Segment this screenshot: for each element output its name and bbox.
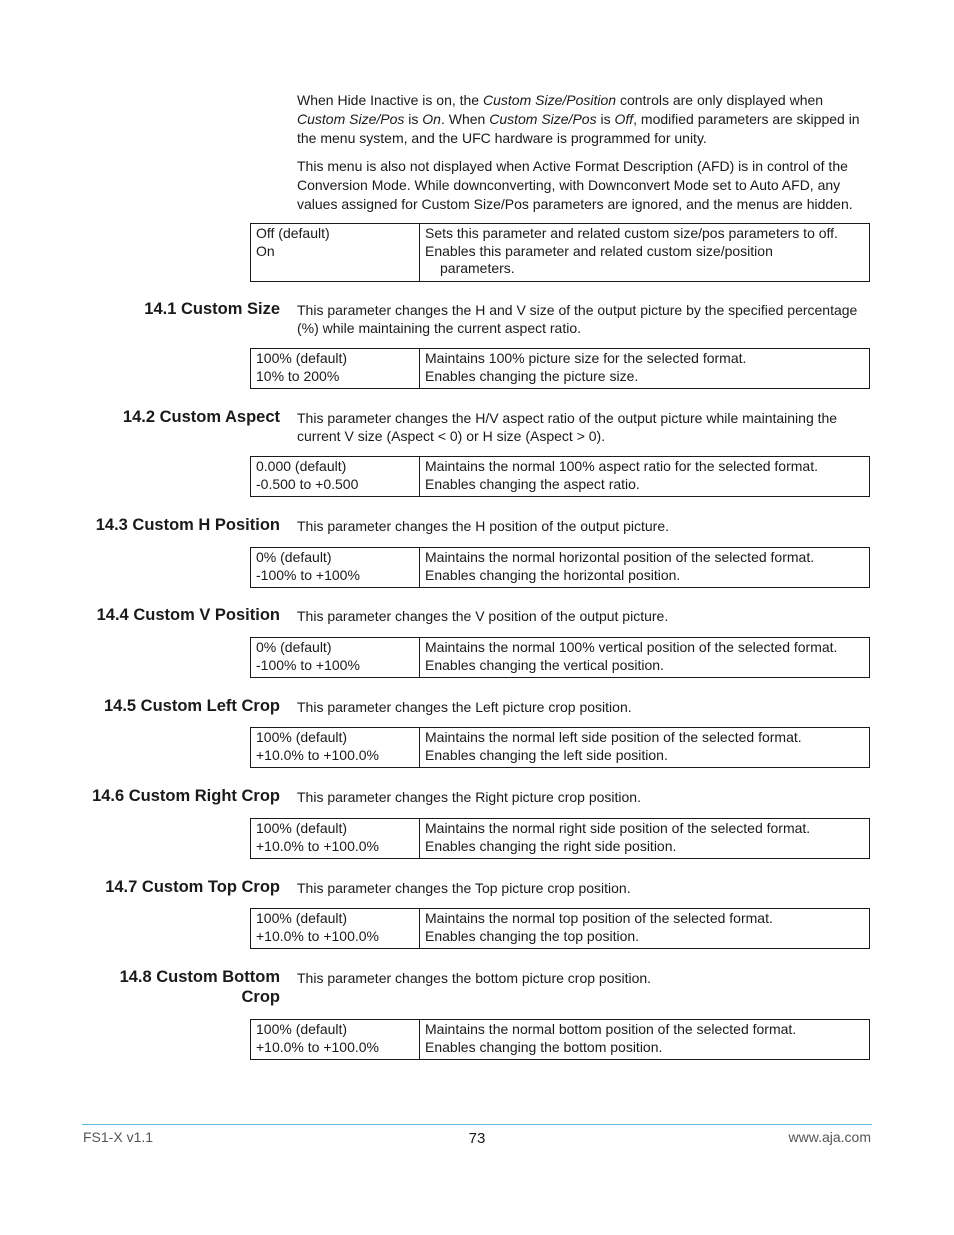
body-text: , modified parameters are skipped in the menu system, and the UFC hardware is programmed for unity. (297, 111, 860, 146)
values-cell (251, 638, 420, 678)
value-range: 10% to 200% (256, 367, 340, 384)
parameter-table (250, 637, 870, 678)
body-text: . When (440, 111, 490, 127)
intro-values-cell (251, 224, 420, 282)
descriptions-cell (420, 548, 870, 588)
emphasis-text: Custom Size/Position (483, 92, 617, 108)
values-cell (251, 1020, 420, 1060)
intro-paragraph-1 (297, 91, 872, 148)
parameter-table (250, 456, 870, 497)
description-range: Enables changing the left side position. (425, 746, 668, 763)
value-range: -100% to +100% (256, 656, 360, 673)
section-description: This parameter changes the H position of the output picture. (297, 518, 669, 534)
section-description: This parameter changes the Top picture crop position. (297, 880, 631, 896)
parameter-table (250, 1019, 870, 1060)
value-default: 0% (default) (256, 549, 332, 565)
description-range: Enables changing the top position. (425, 927, 640, 944)
description-range: Enables changing the vertical position. (425, 656, 664, 673)
values-cell (251, 909, 420, 949)
description-alt: Enables this parameter and related custom size/position (425, 242, 773, 259)
emphasis-text: Off (614, 111, 634, 127)
section-description: This parameter changes the Right picture crop position. (297, 789, 641, 805)
description-default: Maintains the normal 100% vertical position of the selected format. (425, 639, 838, 655)
descriptions-cell (420, 638, 870, 678)
values-cell (251, 457, 420, 497)
section-heading: 14.6 Custom Right Crop (92, 787, 280, 805)
values-cell (251, 728, 420, 768)
description-default: Sets this parameter and related custom size/pos parameters to off. (425, 225, 838, 241)
intro-paragraph-2: This menu is also not displayed when Active Format Description (AFD) is in control of the Conversion Mode. While downconverting, with Downconvert Mode set to Auto AFD, any values assigned for Custom Size/Pos parameters are ignored, and the menus are hidden. (297, 158, 853, 212)
descriptions-cell (420, 349, 870, 389)
description-range: Enables changing the bottom position. (425, 1038, 663, 1055)
descriptions-cell (420, 457, 870, 497)
value-default: 0.000 (default) (256, 458, 347, 474)
descriptions-cell (420, 728, 870, 768)
section-description: This parameter changes the bottom picture crop position. (297, 970, 652, 986)
value-default: 0% (default) (256, 639, 332, 655)
value-range: +10.0% to +100.0% (256, 927, 379, 944)
section-heading: 14.4 Custom V Position (96, 606, 280, 624)
value-default: 100% (default) (256, 910, 348, 926)
footer-document-version: FS1-X v1.1 (83, 1129, 154, 1145)
section-heading: 14.8 Custom Bottom Crop (119, 968, 280, 1006)
value-default: 100% (default) (256, 729, 348, 745)
section-description: This parameter changes the V position of the output picture. (297, 608, 669, 624)
body-text: is (404, 111, 423, 127)
emphasis-text: Custom Size/Pos (489, 111, 597, 127)
values-cell (251, 819, 420, 859)
body-text: When Hide Inactive is on, the (297, 92, 483, 108)
body-text: controls are only displayed when (616, 92, 824, 108)
description-default: Maintains the normal right side position of the selected format. (425, 820, 811, 836)
descriptions-cell (420, 909, 870, 949)
section-heading: 14.7 Custom Top Crop (105, 878, 280, 896)
description-range: Enables changing the right side position. (425, 837, 677, 854)
description-default: Maintains the normal top position of the selected format. (425, 910, 773, 926)
section-description: This parameter changes the Left picture crop position. (297, 699, 632, 715)
description-default: Maintains the normal bottom position of the selected format. (425, 1021, 797, 1037)
value-range: +10.0% to +100.0% (256, 1038, 379, 1055)
value-range: -100% to +100% (256, 566, 360, 583)
value-default: 100% (default) (256, 350, 348, 366)
descriptions-cell (420, 1020, 870, 1060)
footer-divider (82, 1124, 872, 1125)
footer-page-number: 73 (468, 1130, 486, 1147)
parameter-table (250, 348, 870, 389)
section-heading: 14.5 Custom Left Crop (103, 697, 280, 715)
body-text: is (596, 111, 615, 127)
value-default: 100% (default) (256, 820, 348, 836)
value-alt: On (256, 242, 275, 259)
description-alt-continued: parameters. (440, 260, 515, 276)
parameter-table (250, 547, 870, 588)
intro-parameter-table (250, 223, 870, 282)
description-range: Enables changing the aspect ratio. (425, 475, 640, 492)
value-default: 100% (default) (256, 1021, 348, 1037)
description-range: Enables changing the picture size. (425, 367, 639, 384)
value-range: +10.0% to +100.0% (256, 746, 379, 763)
parameter-table (250, 818, 870, 859)
value-range: +10.0% to +100.0% (256, 837, 379, 854)
intro-description-cell (420, 224, 870, 282)
description-range: Enables changing the horizontal position. (425, 566, 681, 583)
section-heading: 14.3 Custom H Position (95, 516, 280, 534)
values-cell (251, 349, 420, 389)
values-cell (251, 548, 420, 588)
section-heading: 14.1 Custom Size (144, 300, 280, 318)
footer-url: www.aja.com (788, 1129, 871, 1145)
description-default: Maintains the normal left side position of the selected format. (425, 729, 802, 745)
parameter-table (250, 727, 870, 768)
emphasis-text: Custom Size/Pos (297, 111, 405, 127)
value-range: -0.500 to +0.500 (256, 475, 359, 492)
description-default: Maintains 100% picture size for the selected format. (425, 350, 747, 366)
parameter-table (250, 908, 870, 949)
description-default: Maintains the normal horizontal position of the selected format. (425, 549, 815, 565)
description-default: Maintains the normal 100% aspect ratio for the selected format. (425, 458, 818, 474)
descriptions-cell (420, 819, 870, 859)
emphasis-text: On (422, 111, 441, 127)
section-description: This parameter changes the H/V aspect ratio of the output picture while maintaining the current V size (Aspect < 0) or H size (Aspect > 0). (297, 410, 838, 444)
section-heading: 14.2 Custom Aspect (122, 408, 280, 426)
section-description: This parameter changes the H and V size of the output picture by the specified percentage (%) while maintaining the current aspect ratio. (297, 302, 858, 336)
value-default: Off (default) (256, 225, 330, 241)
